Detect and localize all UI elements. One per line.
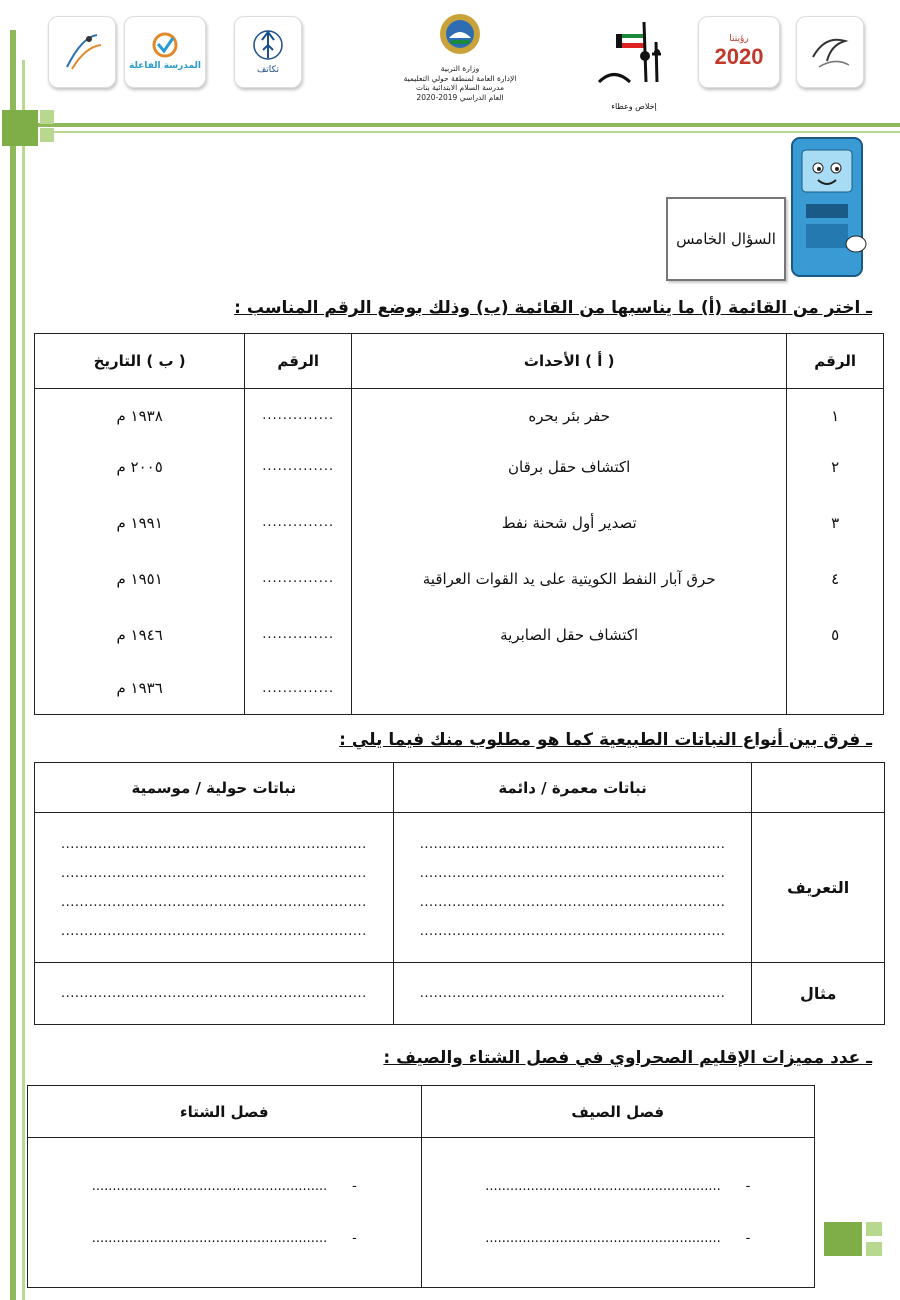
logo-takatof: تكاتف bbox=[234, 16, 302, 88]
answer-lines-evergreen[interactable]: .................................................................. .................................................................. .................................................................. .................................................................. bbox=[393, 813, 752, 963]
question-label: السؤال الخامس bbox=[666, 197, 786, 281]
table-row bbox=[35, 439, 884, 495]
frame-bar-vertical-light bbox=[22, 60, 25, 1300]
logo-vision-2020: رؤيتنا 2020 bbox=[698, 16, 780, 88]
ministry-header: وزارة التربية الإدارة العامة لمنطقة حولي التعليمية مدرسة السلام الابتدائية بنات العام الدراسي 2019-2020 bbox=[395, 10, 525, 102]
section2-instruction: ـ فرق بين أنواع النباتات الطبيعية كما هو مطلوب منك فيما يلي : bbox=[339, 730, 872, 750]
col-header-num2: الرقم bbox=[245, 334, 352, 389]
answer-blank[interactable]: .............. bbox=[245, 439, 352, 495]
logo-bird-icon bbox=[796, 16, 864, 88]
row-num: ٣ bbox=[787, 495, 884, 551]
list-item: - ......................................................... bbox=[91, 1178, 357, 1194]
table-row bbox=[35, 495, 884, 551]
corner-square-small bbox=[40, 110, 54, 124]
table-row bbox=[35, 963, 885, 1025]
corner-square-small bbox=[866, 1222, 882, 1236]
answer-blank[interactable]: .............. bbox=[245, 663, 352, 715]
col-header-blank bbox=[752, 763, 885, 813]
section3-instruction: ـ عدد مميزات الإقليم الصحراوي في فصل الشتاء والصيف : bbox=[383, 1048, 872, 1068]
col-header-winter: فصل الشتاء bbox=[28, 1086, 422, 1138]
kuwait-emblem-icon bbox=[437, 10, 483, 60]
table-row bbox=[28, 1138, 815, 1288]
climate-table bbox=[27, 1085, 815, 1288]
kuwait-towers-icon bbox=[594, 12, 674, 98]
row-event: تصدير أول شحنة نفط bbox=[352, 495, 787, 551]
atm-character-icon bbox=[778, 132, 878, 282]
corner-square bbox=[824, 1222, 862, 1256]
row-label-example: مثال bbox=[752, 963, 885, 1025]
frame-bar-horizontal-light bbox=[40, 131, 900, 133]
row-num: ٥ bbox=[787, 607, 884, 663]
table-row bbox=[35, 389, 884, 439]
col-header-events: ( أ ) الأحداث bbox=[352, 334, 787, 389]
row-date: ١٩٣٨ م bbox=[35, 389, 245, 439]
section1-instruction: ـ اختر من القائمة (أ) ما يناسبها من القائمة (ب) وذلك بوضع الرقم المناسب : bbox=[234, 298, 872, 318]
row-num bbox=[787, 663, 884, 715]
col-header-num: الرقم bbox=[787, 334, 884, 389]
corner-square bbox=[2, 110, 38, 146]
row-date: ١٩٤٦ م bbox=[35, 607, 245, 663]
row-event: اكتشاف حقل برقان bbox=[352, 439, 787, 495]
row-label-definition: التعريف bbox=[752, 813, 885, 963]
answer-lines-seasonal[interactable]: .................................................................. .................................................................. .................................................................. .................................................................. bbox=[35, 813, 394, 963]
table-row bbox=[35, 813, 885, 963]
answer-blank[interactable]: .............. bbox=[245, 495, 352, 551]
answer-line-seasonal-example[interactable]: .................................................................. bbox=[35, 963, 394, 1025]
answer-lines-summer[interactable] bbox=[421, 1138, 815, 1288]
frame-bar-horizontal bbox=[10, 123, 900, 127]
list-item: - ......................................................... bbox=[485, 1178, 751, 1194]
logo-towers: إخلاص وعطاء bbox=[594, 12, 674, 112]
table-row bbox=[35, 607, 884, 663]
list-item: - ......................................................... bbox=[485, 1230, 751, 1246]
row-date: ١٩٩١ م bbox=[35, 495, 245, 551]
row-event: حفر بئر بحره bbox=[352, 389, 787, 439]
answer-blank[interactable]: .............. bbox=[245, 551, 352, 607]
table-row bbox=[35, 551, 884, 607]
plants-table bbox=[34, 762, 885, 1025]
col-header-evergreen: نباتات معمرة / دائمة bbox=[393, 763, 752, 813]
row-date: ٢٠٠٥ م bbox=[35, 439, 245, 495]
col-header-summer: فصل الصيف bbox=[421, 1086, 815, 1138]
answer-line-evergreen-example[interactable]: .................................................................. bbox=[393, 963, 752, 1025]
row-num: ١ bbox=[787, 389, 884, 439]
row-date: ١٩٣٦ م bbox=[35, 663, 245, 715]
list-item: - ......................................................... bbox=[91, 1230, 357, 1246]
row-num: ٢ bbox=[787, 439, 884, 495]
row-event: حرق آبار النفط الكويتية على يد القوات العراقية bbox=[352, 551, 787, 607]
answer-blank[interactable]: .............. bbox=[245, 607, 352, 663]
matching-table bbox=[34, 333, 884, 715]
answer-blank[interactable]: .............. bbox=[245, 389, 352, 439]
logo-effective-school: المدرسة الفاعلة bbox=[124, 16, 206, 88]
col-header-date: ( ب ) التاريخ bbox=[35, 334, 245, 389]
corner-square-small bbox=[866, 1242, 882, 1256]
col-header-seasonal: نباتات حولية / موسمية bbox=[35, 763, 394, 813]
row-event bbox=[352, 663, 787, 715]
corner-square-small bbox=[40, 128, 54, 142]
row-event: اكتشاف حقل الصابرية bbox=[352, 607, 787, 663]
row-date: ١٩٥١ م bbox=[35, 551, 245, 607]
frame-bar-vertical bbox=[10, 30, 16, 1300]
logo-runner-icon bbox=[48, 16, 116, 88]
row-num: ٤ bbox=[787, 551, 884, 607]
answer-lines-winter[interactable] bbox=[28, 1138, 422, 1288]
table-row bbox=[35, 663, 884, 715]
